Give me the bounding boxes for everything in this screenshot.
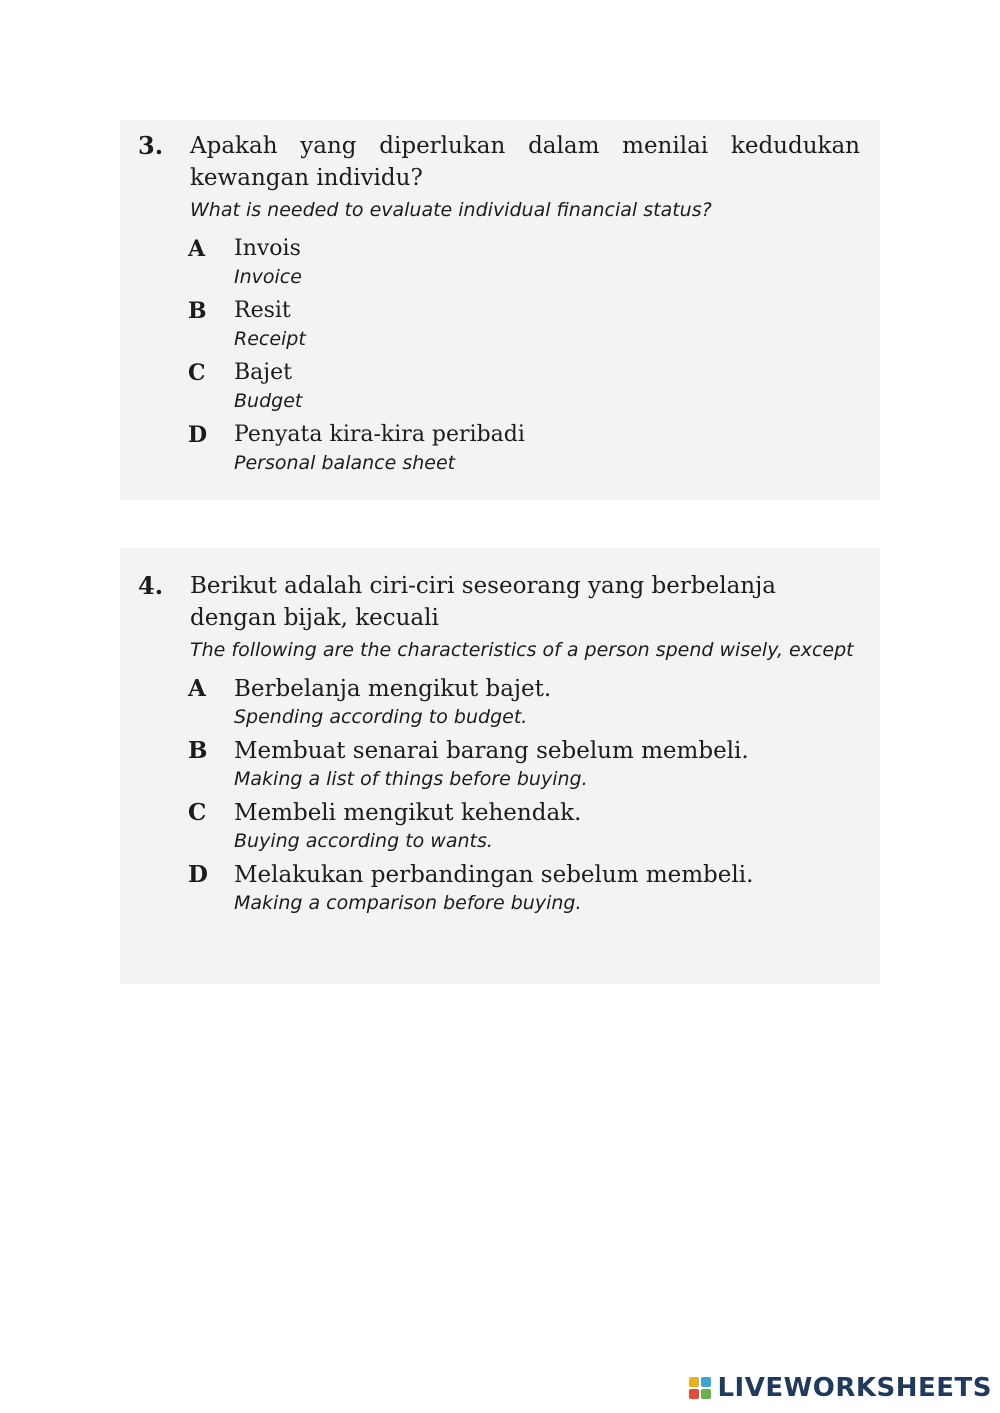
question-header <box>138 130 860 224</box>
option-text-malay: Membeli mengikut kehendak. <box>234 800 582 826</box>
liveworksheets-logo <box>689 1373 992 1403</box>
question-header <box>138 570 860 664</box>
question-3 <box>138 130 860 482</box>
option-text-english: Personal balance sheet <box>234 452 456 474</box>
question-text-malay: Apakah yang diperlukan dalam menilai kedudukan kewangan individu? <box>190 133 860 191</box>
option-b[interactable] <box>138 736 860 792</box>
option-text-english: Invoice <box>234 266 302 288</box>
question-text-english: The following are the characteristics of a person spend wisely, except <box>190 639 854 661</box>
option-text-malay: Berbelanja mengikut bajet. <box>234 676 552 702</box>
option-text-english: Budget <box>234 390 303 412</box>
option-a[interactable] <box>138 234 860 290</box>
option-text-english: Buying according to wants. <box>234 830 493 852</box>
option-letter: C <box>188 799 207 826</box>
logo-square <box>689 1389 699 1399</box>
option-letter: A <box>188 675 206 702</box>
question-text-english: What is needed to evaluate individual financial status? <box>190 199 712 221</box>
option-text-malay: Penyata kira-kira peribadi <box>234 422 525 447</box>
option-d[interactable] <box>138 420 860 476</box>
option-letter: C <box>188 360 206 386</box>
option-b[interactable] <box>138 296 860 352</box>
option-text-malay: Bajet <box>234 360 292 385</box>
question-text-malay: Berikut adalah ciri-ciri seseorang yang berbelanja dengan bijak, kecuali <box>190 573 776 631</box>
logo-grid-icon <box>689 1377 711 1399</box>
option-letter: B <box>188 298 207 324</box>
option-text-malay: Membuat senarai barang sebelum membeli. <box>234 738 749 764</box>
option-letter: D <box>188 422 208 448</box>
logo-square <box>701 1389 711 1399</box>
option-text-malay: Melakukan perbandingan sebelum membeli. <box>234 862 754 888</box>
logo-text: LIVEWORKSHEETS <box>717 1373 992 1403</box>
option-text-english: Making a comparison before buying. <box>234 892 582 914</box>
option-text-english: Spending according to budget. <box>234 706 528 728</box>
option-letter: D <box>188 861 208 888</box>
option-list <box>138 234 860 476</box>
option-list <box>138 674 860 916</box>
logo-square <box>701 1377 711 1387</box>
option-text-malay: Invois <box>234 236 301 261</box>
option-text-english: Receipt <box>234 328 306 350</box>
option-letter: A <box>188 236 206 262</box>
option-d[interactable] <box>138 860 860 916</box>
logo-square <box>689 1377 699 1387</box>
option-c[interactable] <box>138 358 860 414</box>
option-a[interactable] <box>138 674 860 730</box>
question-4 <box>138 570 860 922</box>
question-number: 3. <box>138 131 164 160</box>
question-number: 4. <box>138 571 164 600</box>
option-text-english: Making a list of things before buying. <box>234 768 588 790</box>
option-letter: B <box>188 737 208 764</box>
option-text-malay: Resit <box>234 298 291 323</box>
option-c[interactable] <box>138 798 860 854</box>
